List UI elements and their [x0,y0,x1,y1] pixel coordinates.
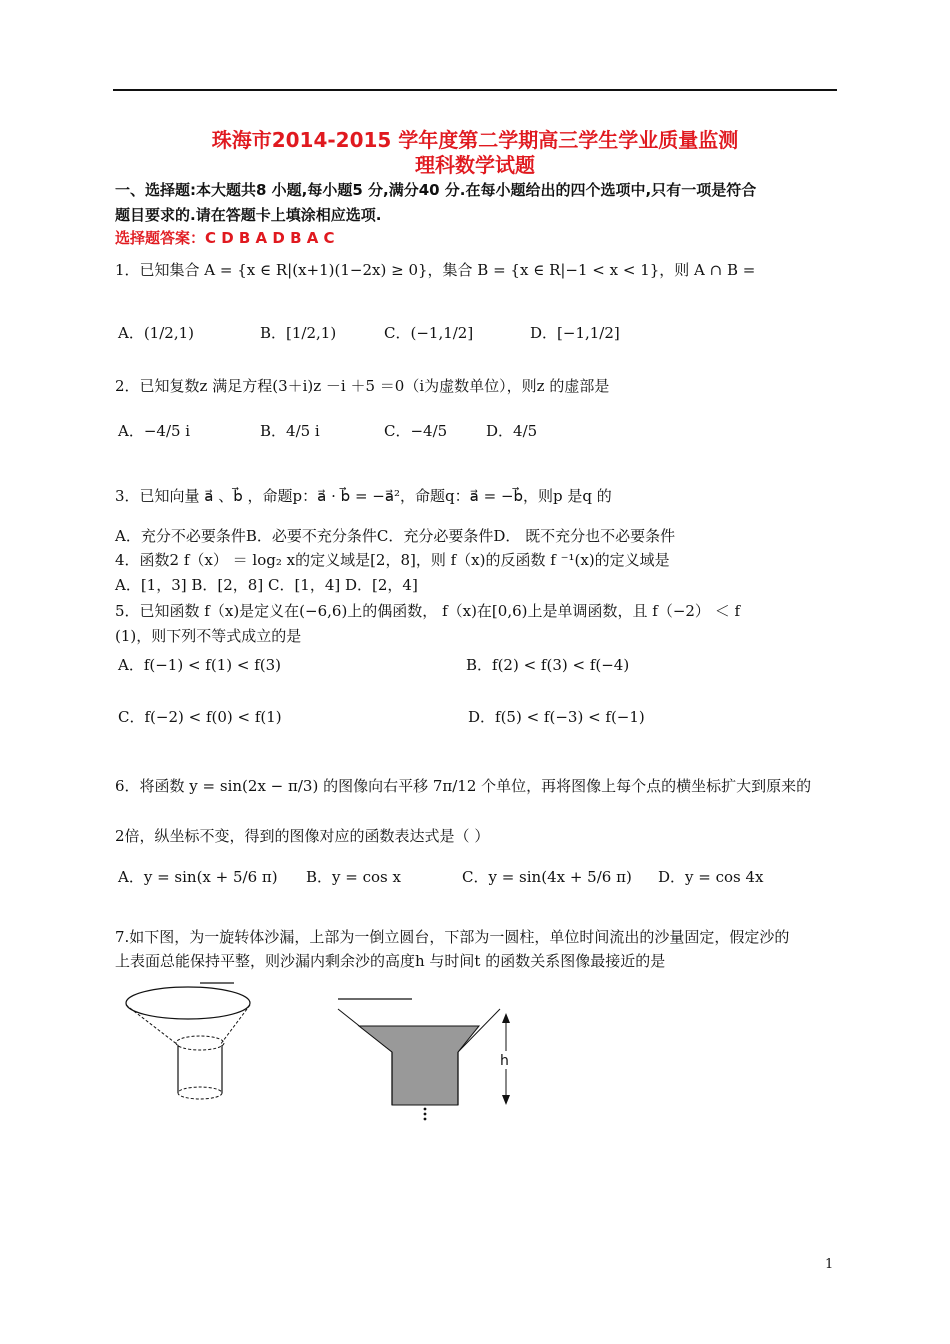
q7-stem-2: 上表面总能保持平整，则沙漏内剩余沙的高度h 与时间t 的函数关系图像最接近的是 [115,952,666,970]
q6-option-c: C．y = sin(4x + 5/6 π) [462,868,632,886]
q1-option-d: D．[−1,1/2] [530,324,620,342]
top-rule [113,89,837,91]
q5-option-d: D．f(5) < f(−3) < f(−1) [468,708,645,726]
q2-option-a: A．−4/5 i [118,422,191,440]
q7-stem-1: 7.如下图，为一旋转体沙漏，上部为一倒立圆台，下部为一圆柱，单位时间流出的沙量固定，假定沙的 [115,928,790,946]
hourglass-3d-figure [118,975,268,1107]
page-number: 1 [825,1257,834,1272]
height-label: h [500,1053,509,1069]
q6-option-d: D．y = cos 4x [658,868,764,886]
q5-option-a: A．f(−1) < f(1) < f(3) [118,656,282,674]
q1-option-a: A．(1/2,1) [118,324,194,342]
q5-stem-2: (1)，则下列不等式成立的是 [115,627,302,645]
q4-stem: 4．函数2 f（x） ＝ log₂ x的定义域是[2，8]，则 f（x)的反函数 f ⁻¹(x)的定义域是 [115,551,670,569]
section-intro-2: 题目要求的.请在答题卡上填涂相应选项. [115,206,382,224]
answer-key: 选择题答案：C D B A D B A C [115,229,335,247]
q6-option-b: B．y = cos x [306,868,401,886]
q6-stem-2: 2倍，纵坐标不变，得到的图像对应的函数表达式是（ ） [115,827,490,845]
page-title: 珠海市2014-2015 学年度第二学期高三学生学业质量监测 [211,128,739,152]
page-subtitle: 理科数学试题 [415,153,535,177]
section-intro-1: 一、选择题:本大题共8 小题,每小题5 分,满分40 分.在每小题给出的四个选项中,只有一项是符合 [115,181,757,199]
q2-option-b: B．4/5 i [260,422,320,440]
q4-options: A．[1，3] B．[2，8] C．[1，4] D．[2，4] [115,576,418,594]
q6-stem-1: 6．将函数 y = sin(2x − π/3) 的图像向右平移 7π/12 个单位，再将图像上每个点的横坐标扩大到原来的 [115,777,812,795]
q5-stem-1: 5．已知函数 f（x)是定义在(−6,6)上的偶函数， f（x)在[0,6)上是单调函数，且 f（−2） ＜ f [115,602,741,620]
hourglass-cross-section-figure [330,995,530,1127]
q1-option-b: B．[1/2,1) [260,324,337,342]
q6-option-a: A．y = sin(x + 5/6 π) [118,868,278,886]
q5-option-c: C．f(−2) < f(0) < f(1) [118,708,282,726]
q2-option-d: D．4/5 [486,422,538,440]
q1-option-c: C．(−1,1/2] [384,324,474,342]
q5-option-b: B．f(2) < f(3) < f(−4) [466,656,630,674]
q1-stem: 1．已知集合 A = {x ∈ R|(x+1)(1−2x) ≥ 0}，集合 B = {x ∈ R|−1 < x < 1}，则 A ∩ B = [115,261,756,279]
q2-stem: 2．已知复数z 满足方程(3＋i)z －i ＋5 ＝0（i为虚数单位），则z 的虚部是 [115,377,610,395]
q3-options: A．充分不必要条件B．必要不充分条件C．充分必要条件D． 既不充分也不必要条件 [115,527,676,545]
q3-stem: 3．已知向量 a⃗ 、b⃗ ，命题p：a⃗ · b⃗ = −a⃗²，命题q：a⃗ = −b⃗，则p 是q 的 [115,487,612,505]
q2-option-c: C．−4/5 [384,422,448,440]
